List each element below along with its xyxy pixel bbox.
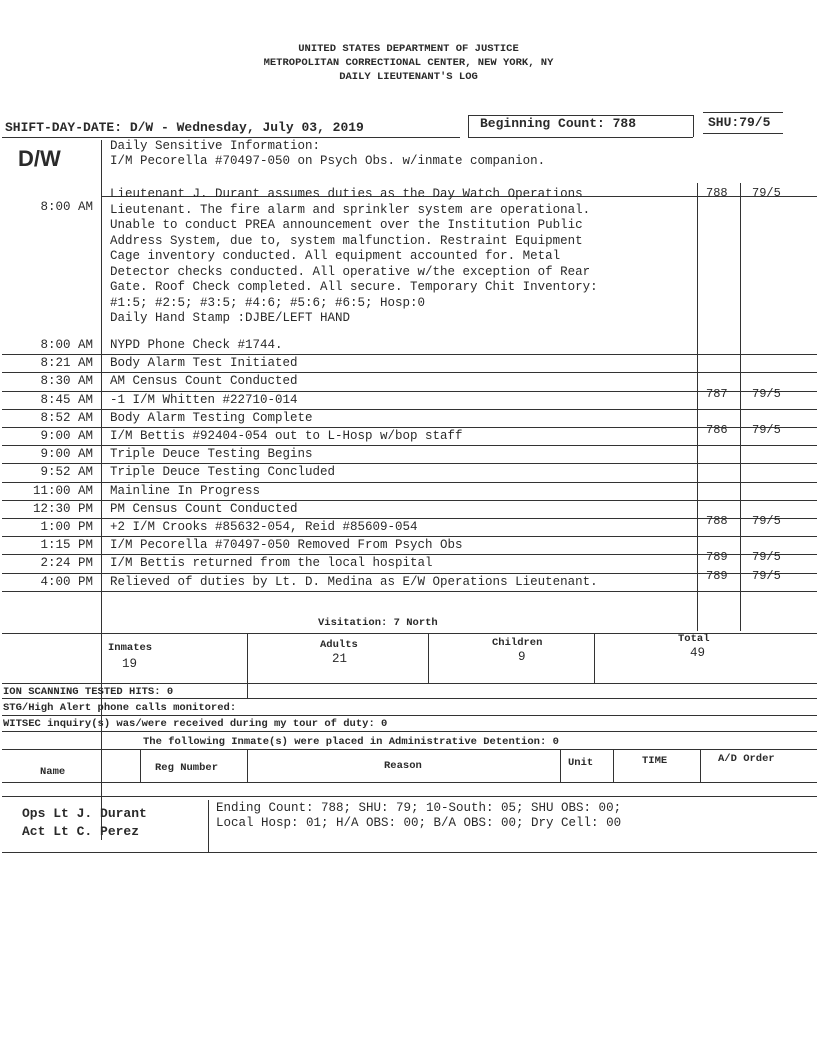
entry-text: NYPD Phone Check #1744. xyxy=(110,338,283,352)
first-entry-text xyxy=(110,187,598,327)
entry-shu: 79/5 xyxy=(752,186,781,200)
entry-text: Mainline In Progress xyxy=(110,484,261,498)
entry-count: 788 xyxy=(706,186,728,200)
entry-time: 12:30 PM xyxy=(32,502,93,516)
entry-count: 786 xyxy=(706,423,728,437)
shift-day-date: SHIFT-DAY-DATE: D/W - Wednesday, July 03, 2019 xyxy=(5,120,364,135)
entry-time: 8:00 AM xyxy=(40,200,93,214)
entry-text: AM Census Count Conducted xyxy=(110,374,298,388)
entry-time: 8:52 AM xyxy=(40,411,93,425)
acting-lieutenant: Act Lt C. Perez xyxy=(22,824,140,839)
entry-time: 9:52 AM xyxy=(40,465,93,479)
entry-time: 8:45 AM xyxy=(40,393,93,407)
entry-time: 4:00 PM xyxy=(40,575,93,589)
sensitive-info-text: I/M Pecorella #70497-050 on Psych Obs. w/inmate companion. xyxy=(110,154,546,168)
total-label: Total xyxy=(678,633,710,645)
entry-text: Body Alarm Testing Complete xyxy=(110,411,313,425)
col-reason: Reason xyxy=(384,760,422,772)
adults-label: Adults xyxy=(320,639,358,651)
col-ad-order: A/D Order xyxy=(718,753,775,765)
entry-count: 789 xyxy=(706,550,728,564)
adults-value: 21 xyxy=(332,652,348,666)
ending-count-line-2: Local Hosp: 01; H/A OBS: 00; B/A OBS: 00; Dry Cell: 00 xyxy=(216,816,622,830)
entry-shu: 79/5 xyxy=(752,550,781,564)
sensitive-info-heading: Daily Sensitive Information: xyxy=(110,139,321,153)
first-entry-line: Lieutenant. The fire alarm and sprinkler system are operational. xyxy=(110,202,591,217)
first-entry-line: Gate. Roof Check completed. All secure. Temporary Chit Inventory: xyxy=(110,280,598,294)
col-reg-number: Reg Number xyxy=(155,762,219,774)
entry-time: 9:00 AM xyxy=(40,429,93,443)
col-unit: Unit xyxy=(568,757,594,769)
shift-code: D/W xyxy=(18,146,61,171)
entry-text: Triple Deuce Testing Begins xyxy=(110,447,313,461)
ion-scanning: ION SCANNING TESTED HITS: 0 xyxy=(3,686,174,698)
inmates-value: 19 xyxy=(122,657,138,671)
first-entry-line: Unable to conduct PREA announcement over the Institution Public xyxy=(110,218,583,232)
first-entry-line: Detector checks conducted. All operative w/the exception of Rear xyxy=(110,264,591,279)
inmates-label: Inmates xyxy=(108,642,153,654)
witsec-inquiry: WITSEC inquiry(s) was/were received during my tour of duty: 0 xyxy=(3,718,388,730)
header-line-2: METROPOLITAN CORRECTIONAL CENTER, NEW YORK, NY xyxy=(263,57,554,69)
entry-count: 789 xyxy=(706,569,728,583)
entry-time: 2:24 PM xyxy=(40,556,93,570)
entry-text: Relieved of duties by Lt. D. Medina as E/W Operations Lieutenant. xyxy=(110,575,598,589)
entry-time: 11:00 AM xyxy=(32,484,93,498)
children-label: Children xyxy=(492,637,543,649)
entry-time: 8:30 AM xyxy=(40,374,93,388)
beginning-shu: SHU:79/5 xyxy=(708,115,771,130)
ending-count-line-1: Ending Count: 788; SHU: 79; 10-South: 05; SHU OBS: 00; xyxy=(216,801,622,815)
entry-shu: 79/5 xyxy=(752,423,781,437)
entry-shu: 79/5 xyxy=(752,569,781,583)
admin-detention: The following Inmate(s) were placed in Administrative Detention: 0 xyxy=(143,736,559,748)
entry-time: 1:15 PM xyxy=(40,538,93,552)
first-entry-line: Lieutenant J. Durant assumes duties as the Day Watch Operations xyxy=(110,187,583,201)
first-entry-line: #1:5; #2:5; #3:5; #4:6; #5:6; #6:5; Hosp:0 xyxy=(110,295,426,310)
first-entry-line: Address System, due to, system malfunction. Restraint Equipment xyxy=(110,233,583,248)
total-value: 49 xyxy=(690,646,706,660)
entry-shu: 79/5 xyxy=(752,514,781,528)
first-entry-line: Cage inventory conducted. All equipment accounted for. Metal xyxy=(110,249,561,263)
visitation-title: Visitation: 7 North xyxy=(318,617,438,629)
entry-text: I/M Bettis #92404-054 out to L-Hosp w/bop staff xyxy=(110,429,463,443)
header-line-3: DAILY LIEUTENANT'S LOG xyxy=(339,71,478,83)
col-time: TIME xyxy=(642,755,668,767)
ops-lieutenant: Ops Lt J. Durant xyxy=(22,806,147,821)
header-line-1: UNITED STATES DEPARTMENT OF JUSTICE xyxy=(298,43,519,55)
entry-time: 1:00 PM xyxy=(40,520,93,534)
entry-time: 9:00 AM xyxy=(40,447,93,461)
entry-count: 787 xyxy=(706,387,728,401)
entry-time: 8:21 AM xyxy=(40,356,93,370)
stg-high-alert: STG/High Alert phone calls monitored: xyxy=(3,702,237,714)
entry-text: Body Alarm Test Initiated xyxy=(110,356,298,370)
entry-text: Triple Deuce Testing Concluded xyxy=(110,465,336,479)
entry-count: 788 xyxy=(706,514,728,528)
entry-text: -1 I/M Whitten #22710-014 xyxy=(110,393,298,407)
children-value: 9 xyxy=(518,650,526,664)
entry-text: I/M Pecorella #70497-050 Removed From Psych Obs xyxy=(110,538,463,552)
entry-time: 8:00 AM xyxy=(40,338,93,352)
entry-shu: 79/5 xyxy=(752,387,781,401)
entry-text: I/M Bettis returned from the local hospital xyxy=(110,556,433,570)
first-entry-line: Daily Hand Stamp :DJBE/LEFT HAND xyxy=(110,311,351,325)
col-name: Name xyxy=(40,766,66,778)
entry-text: PM Census Count Conducted xyxy=(110,502,298,516)
entry-text: +2 I/M Crooks #85632-054, Reid #85609-054 xyxy=(110,520,418,534)
beginning-count: Beginning Count: 788 xyxy=(480,116,637,131)
